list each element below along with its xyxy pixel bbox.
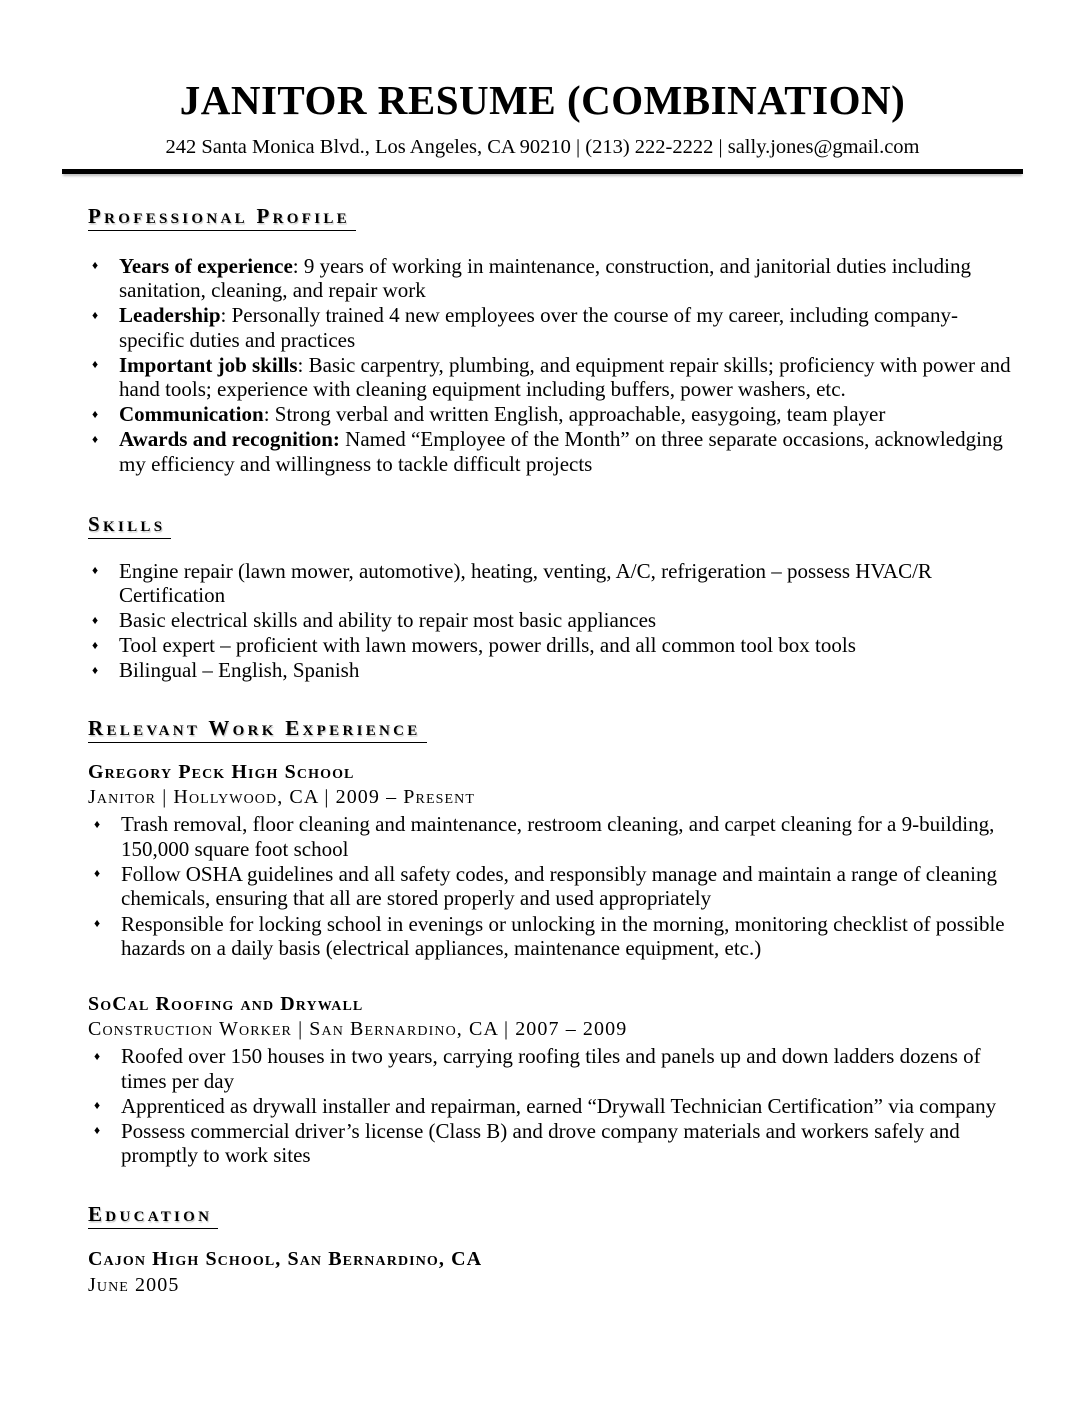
education-school: Cajon High School, San Bernardino, CA	[88, 1247, 483, 1270]
work-entry-duties	[88, 1044, 1023, 1168]
education-date: June 2005	[88, 1273, 180, 1296]
header-divider	[62, 169, 1023, 174]
list-item: ♦ Roofed over 150 houses in two years, carrying roofing tiles and panels up and down ladders dozens of times per day	[88, 1044, 1023, 1093]
section-education	[88, 1202, 1023, 1298]
bullet-separator: :	[220, 303, 232, 328]
list-item	[88, 254, 1023, 303]
list-item: ♦ Bilingual – English, Spanish	[88, 658, 1023, 683]
bullet-text: Strong verbal and written English, approachable, easygoing, team player	[274, 402, 886, 427]
section-heading-skills: Skills	[88, 512, 171, 539]
list-item: ♦ Apprenticed as drywall installer and repairman, earned “Drywall Technician Certification” via company	[88, 1094, 1023, 1119]
section-skills	[88, 512, 1023, 683]
work-entry-duties	[88, 812, 1023, 960]
section-heading-professional-profile: Professional Profile	[88, 204, 356, 231]
bullet-label: Leadership	[119, 303, 221, 328]
bullet-label: Communication	[119, 402, 264, 427]
bullet-text: Basic carpentry, plumbing, and equipment repair skills; proficiency with power and hand tools; experience with cleaning equipment including buffers, power washers, etc.	[119, 352, 1011, 402]
resume-header	[0, 0, 1085, 160]
section-heading-education: Education	[88, 1202, 218, 1229]
work-entry	[88, 992, 1023, 1168]
resume-body	[0, 204, 1085, 1298]
list-item: ♦ Possess commercial driver’s license (Class B) and drove company materials and workers safely and promptly to work sites	[88, 1119, 1023, 1168]
section-professional-profile	[88, 204, 1023, 477]
employer-name: Gregory Peck High School	[88, 760, 355, 783]
bullet-separator: :	[263, 402, 275, 427]
employer-name: SoCal Roofing and Drywall	[88, 992, 364, 1015]
list-item: ♦ Engine repair (lawn mower, automotive), heating, venting, A/C, refrigeration – possess HVAC/R Certification	[88, 559, 1023, 608]
bullet-label: Awards and recognition:	[119, 427, 340, 452]
bullet-text: Named “Employee of the Month” on three separate occasions, acknowledging my efficiency and willingness to tackle difficult projects	[119, 427, 1003, 476]
list-item: ♦ Basic electrical skills and ability to repair most basic appliances	[88, 608, 1023, 633]
list-item: ♦ Follow OSHA guidelines and all safety codes, and responsibly manage and maintain a range of cleaning chemicals, ensuring that all are stored properly and used appropriately	[88, 862, 1023, 911]
list-item: ♦ Responsible for locking school in evenings or unlocking in the morning, monitoring checklist of possible hazards on a daily basis (electrical appliances, maintenance equipment, etc.)	[88, 912, 1023, 961]
job-title-location-dates: Construction Worker | San Bernardino, CA | 2007 – 2009	[88, 1018, 628, 1041]
section-heading-relevant-work-experience: Relevant Work Experience	[88, 716, 427, 743]
list-item: ♦ Trash removal, floor cleaning and maintenance, restroom cleaning, and carpet cleaning for a 9-building, 150,000 square foot school	[88, 812, 1023, 861]
bullet-text: 9 years of working in maintenance, construction, and janitorial duties including sanitation, cleaning, and repair work	[119, 253, 972, 303]
section-relevant-work-experience	[88, 716, 1023, 1168]
bullet-label: Important job skills	[119, 352, 298, 377]
list-item	[88, 427, 1023, 476]
bullet-separator: :	[292, 253, 304, 278]
list-item: ♦ Tool expert – proficient with lawn mowers, power drills, and all common tool box tools	[88, 633, 1023, 658]
skills-list	[88, 559, 1023, 683]
work-entry	[88, 760, 1023, 961]
job-title-location-dates: Janitor | Hollywood, CA | 2009 – Present	[88, 786, 476, 809]
education-entry	[88, 1247, 1023, 1298]
list-item	[88, 353, 1023, 402]
bullet-separator: :	[297, 352, 309, 377]
list-item	[88, 402, 1023, 427]
bullet-label: Years of experience	[119, 253, 293, 278]
professional-profile-list	[88, 254, 1023, 477]
bullet-text: Personally trained 4 new employees over the course of my career, including company-specific duties and practices	[119, 303, 958, 352]
page-title: JANITOR RESUME (COMBINATION)	[179, 77, 906, 123]
contact-line: 242 Santa Monica Blvd., Los Angeles, CA 90210 | (213) 222-2222 | sally.jones@gmail.com	[165, 135, 920, 158]
list-item	[88, 303, 1023, 352]
